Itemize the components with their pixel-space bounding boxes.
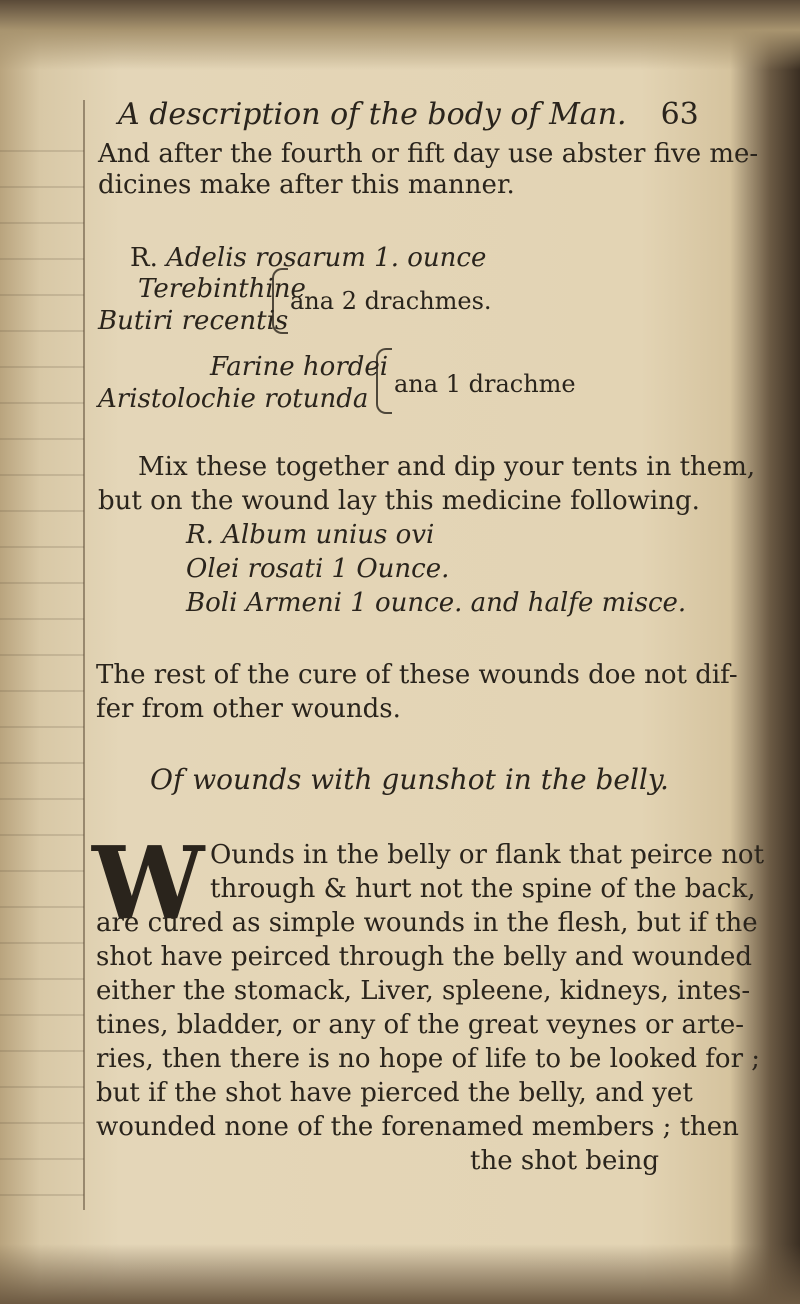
recipe1-quantity-1: ana 2 drachmes. bbox=[290, 287, 492, 315]
recipe1-line-1 bbox=[130, 245, 486, 271]
page-number: 63 bbox=[660, 97, 699, 132]
rest-line-2: fer from other wounds. bbox=[96, 694, 401, 724]
header-title: A description of the body of Man. bbox=[118, 97, 627, 132]
paragraph-line-6: tines, bladder, or any of the great veynes or arte- bbox=[96, 1010, 745, 1040]
drop-capital: W bbox=[92, 824, 205, 942]
paragraph-line-3: are cured as simple wounds in the flesh, but if the bbox=[96, 908, 758, 938]
mix-line-2: but on the wound lay this medicine following. bbox=[98, 486, 700, 516]
intro-line-2: dicines make after this manner. bbox=[98, 170, 515, 200]
recipe1-ingredient-1: Adelis rosarum 1. ounce bbox=[166, 243, 487, 273]
paragraph-line-9: wounded none of the forenamed members ; then bbox=[96, 1112, 739, 1142]
paragraph-line-2: through & hurt not the spine of the back, bbox=[210, 874, 756, 904]
intro-line-1: And after the fourth or fift day use abster five me- bbox=[98, 139, 759, 169]
brace-2 bbox=[376, 348, 392, 414]
recipe2-line-2: Olei rosati 1 Ounce. bbox=[186, 554, 450, 584]
page-top-shadow bbox=[0, 0, 800, 70]
paragraph-line-4: shot have peirced through the belly and wounded bbox=[96, 942, 753, 972]
recipe1-ingredient-5: Aristolochie rotunda bbox=[98, 384, 369, 414]
recipe2-line-1: R. Album unius ovi bbox=[186, 520, 435, 550]
paragraph-line-7: ries, then there is no hope of life to be looked for ; bbox=[96, 1044, 761, 1074]
recipe1-prefix: R. bbox=[130, 243, 158, 273]
recipe1-quantity-2: ana 1 drachme bbox=[394, 370, 576, 398]
book-gutter bbox=[0, 150, 84, 1200]
section-heading: Of wounds with gunshot in the belly. bbox=[150, 763, 669, 796]
gutter-line bbox=[83, 100, 85, 1210]
paragraph-line-8: but if the shot have pierced the belly, and yet bbox=[96, 1078, 693, 1108]
catchword-line: the shot being bbox=[470, 1146, 660, 1176]
recipe1-ingredient-2: Terebinthine bbox=[138, 274, 306, 304]
running-header bbox=[118, 97, 699, 132]
recipe2-line-3: Boli Armeni 1 ounce. and halfe misce. bbox=[186, 588, 687, 618]
paragraph-line-1: Ounds in the belly or flank that peirce not bbox=[210, 840, 765, 870]
recipe1-ingredient-3: Butiri recentis bbox=[98, 306, 289, 336]
paragraph-line-5: either the stomack, Liver, spleene, kidneys, intes- bbox=[96, 976, 751, 1006]
brace-1 bbox=[272, 268, 288, 334]
rest-line-1: The rest of the cure of these wounds doe not dif- bbox=[96, 660, 738, 690]
mix-line-1: Mix these together and dip your tents in them, bbox=[138, 452, 756, 482]
page-bottom-shadow bbox=[0, 1244, 800, 1304]
recipe1-ingredient-4: Farine hordei bbox=[210, 352, 389, 382]
